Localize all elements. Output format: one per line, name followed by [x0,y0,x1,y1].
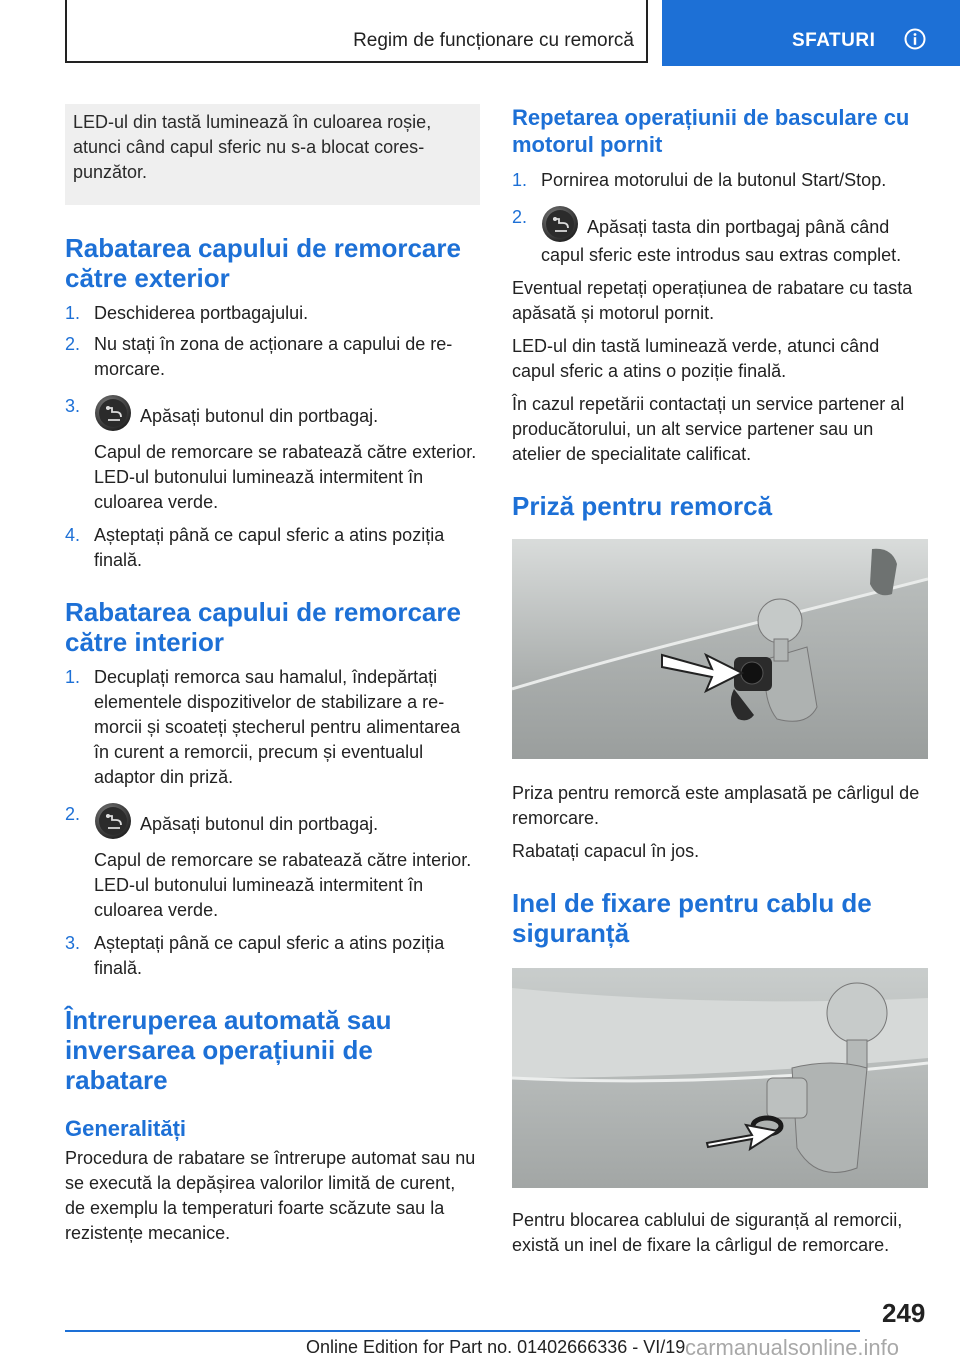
paragraph: Pentru blocarea cablului de siguranță al remorcii, există un inel de fixare la cârligul de remorcare. [512,1210,903,1255]
steps-repeat [512,168,927,268]
tow-hitch-button-icon [541,205,579,243]
trailer-socket-illustration [512,539,928,759]
tow-hitch-button-icon [94,394,132,432]
heading-repeat: Repetarea operațiunii de basculare cu motorul pornit [512,105,910,157]
tow-hitch-button-icon [94,802,132,840]
page-number: 249 [882,1298,926,1328]
tab-label: SFATURI [792,30,876,51]
paragraph: Priza pentru remorcă este amplasată pe cârligul de remorcare. [512,783,920,828]
heading-fold-out: Rabatarea capului de remorcare către exterior [65,233,461,293]
list-item: 1. Deschiderea portbagajului. [65,303,309,323]
footer-edition: Online Edition for Part no. 01402666336 - VI/19 [306,1337,686,1357]
list-item: 2. Apăsați butonul din portbagaj. Capul de remorcare se rabatează către interior. LED-ul butonului luminează intermitent în culoarea verde. [65,802,480,923]
step-detail: Capul de remorcare se rabatează către interior. LED-ul butonului luminează intermitent în culoarea verde. [94,850,472,920]
steps-fold-in [65,665,480,981]
list-item: 3. Așteptați până ce capul sferic a atins poziția finală. [65,933,445,978]
safety-cable-ring-illustration [512,968,928,1188]
heading-ring: Inel de fixare pentru cablu de siguranță [512,888,872,948]
paragraph: LED-ul din tastă luminează verde, atunci când capul sferic a atins o poziție finală. [512,336,880,381]
paragraph: Eventual repetați operațiunea de rabatare cu tasta apăsată și motorul pornit. [512,278,913,323]
info-circle-icon [904,28,926,50]
section-title: Regim de funcționare cu remorcă [353,30,634,51]
step-detail: Capul de remorcare se rabatează către exterior. LED-ul butonului luminează intermitent în culoarea verde. [94,442,477,512]
tab-sfaturi[interactable] [662,0,960,66]
header-section-box [65,0,648,63]
heading-fold-in: Rabatarea capului de remorcare către interior [65,597,461,657]
heading-auto-interrupt: Întreruperea automată sau inversarea operațiunii de rabatare [65,1005,392,1095]
list-item: 1. Decuplați remorca sau hamalul, îndepărtați elementele dispozitivelor de stabilizare a remorcii și scoateți ștecherul pentru alimentarea în curent a remorcii, precum și eventualul adaptor din priză. [65,667,461,787]
list-item: 2. Nu stați în zona de acționare a capului de remorcare. [65,334,453,379]
paragraph: Rabatați capacul în jos. [512,841,700,861]
subheading-general: Generalități [65,1116,187,1141]
footer-divider [65,1330,860,1332]
paragraph: În cazul repetării contactați un service partener al producătorului, un alt service partener sau un atelier de specialitate calificat. [512,394,905,464]
steps-fold-out [65,301,480,573]
left-column [65,104,480,1246]
list-item: 2. Apăsați tasta din portbagaj până când capul sferic este introdus sau extras complet. [512,207,902,265]
list-item: 1. Pornirea motorului de la butonul Start/Stop. [512,170,887,190]
watermark: carmanualsonline.info [685,1335,900,1360]
list-item: 4. Așteptați până ce capul sferic a atins poziția finală. [65,525,445,570]
warning-note: LED-ul din tastă luminează în culoarea roșie, atunci când capul sferic nu s-a blocat corespunzător. [65,104,480,205]
heading-socket: Priză pentru remorcă [512,491,773,521]
right-column [512,104,927,1258]
list-item: 3. Apăsați butonul din portbagaj. Capul de remorcare se rabatează către exterior. LED-ul butonului luminează intermitent în culoarea verde. [65,394,480,515]
paragraph: Procedura de rabatare se întrerupe automat sau nu se execută la depășirea valorilor limită de curent, de exemplu la temperaturi foarte scăzute sau la rezistențe mecanice. [65,1148,476,1243]
